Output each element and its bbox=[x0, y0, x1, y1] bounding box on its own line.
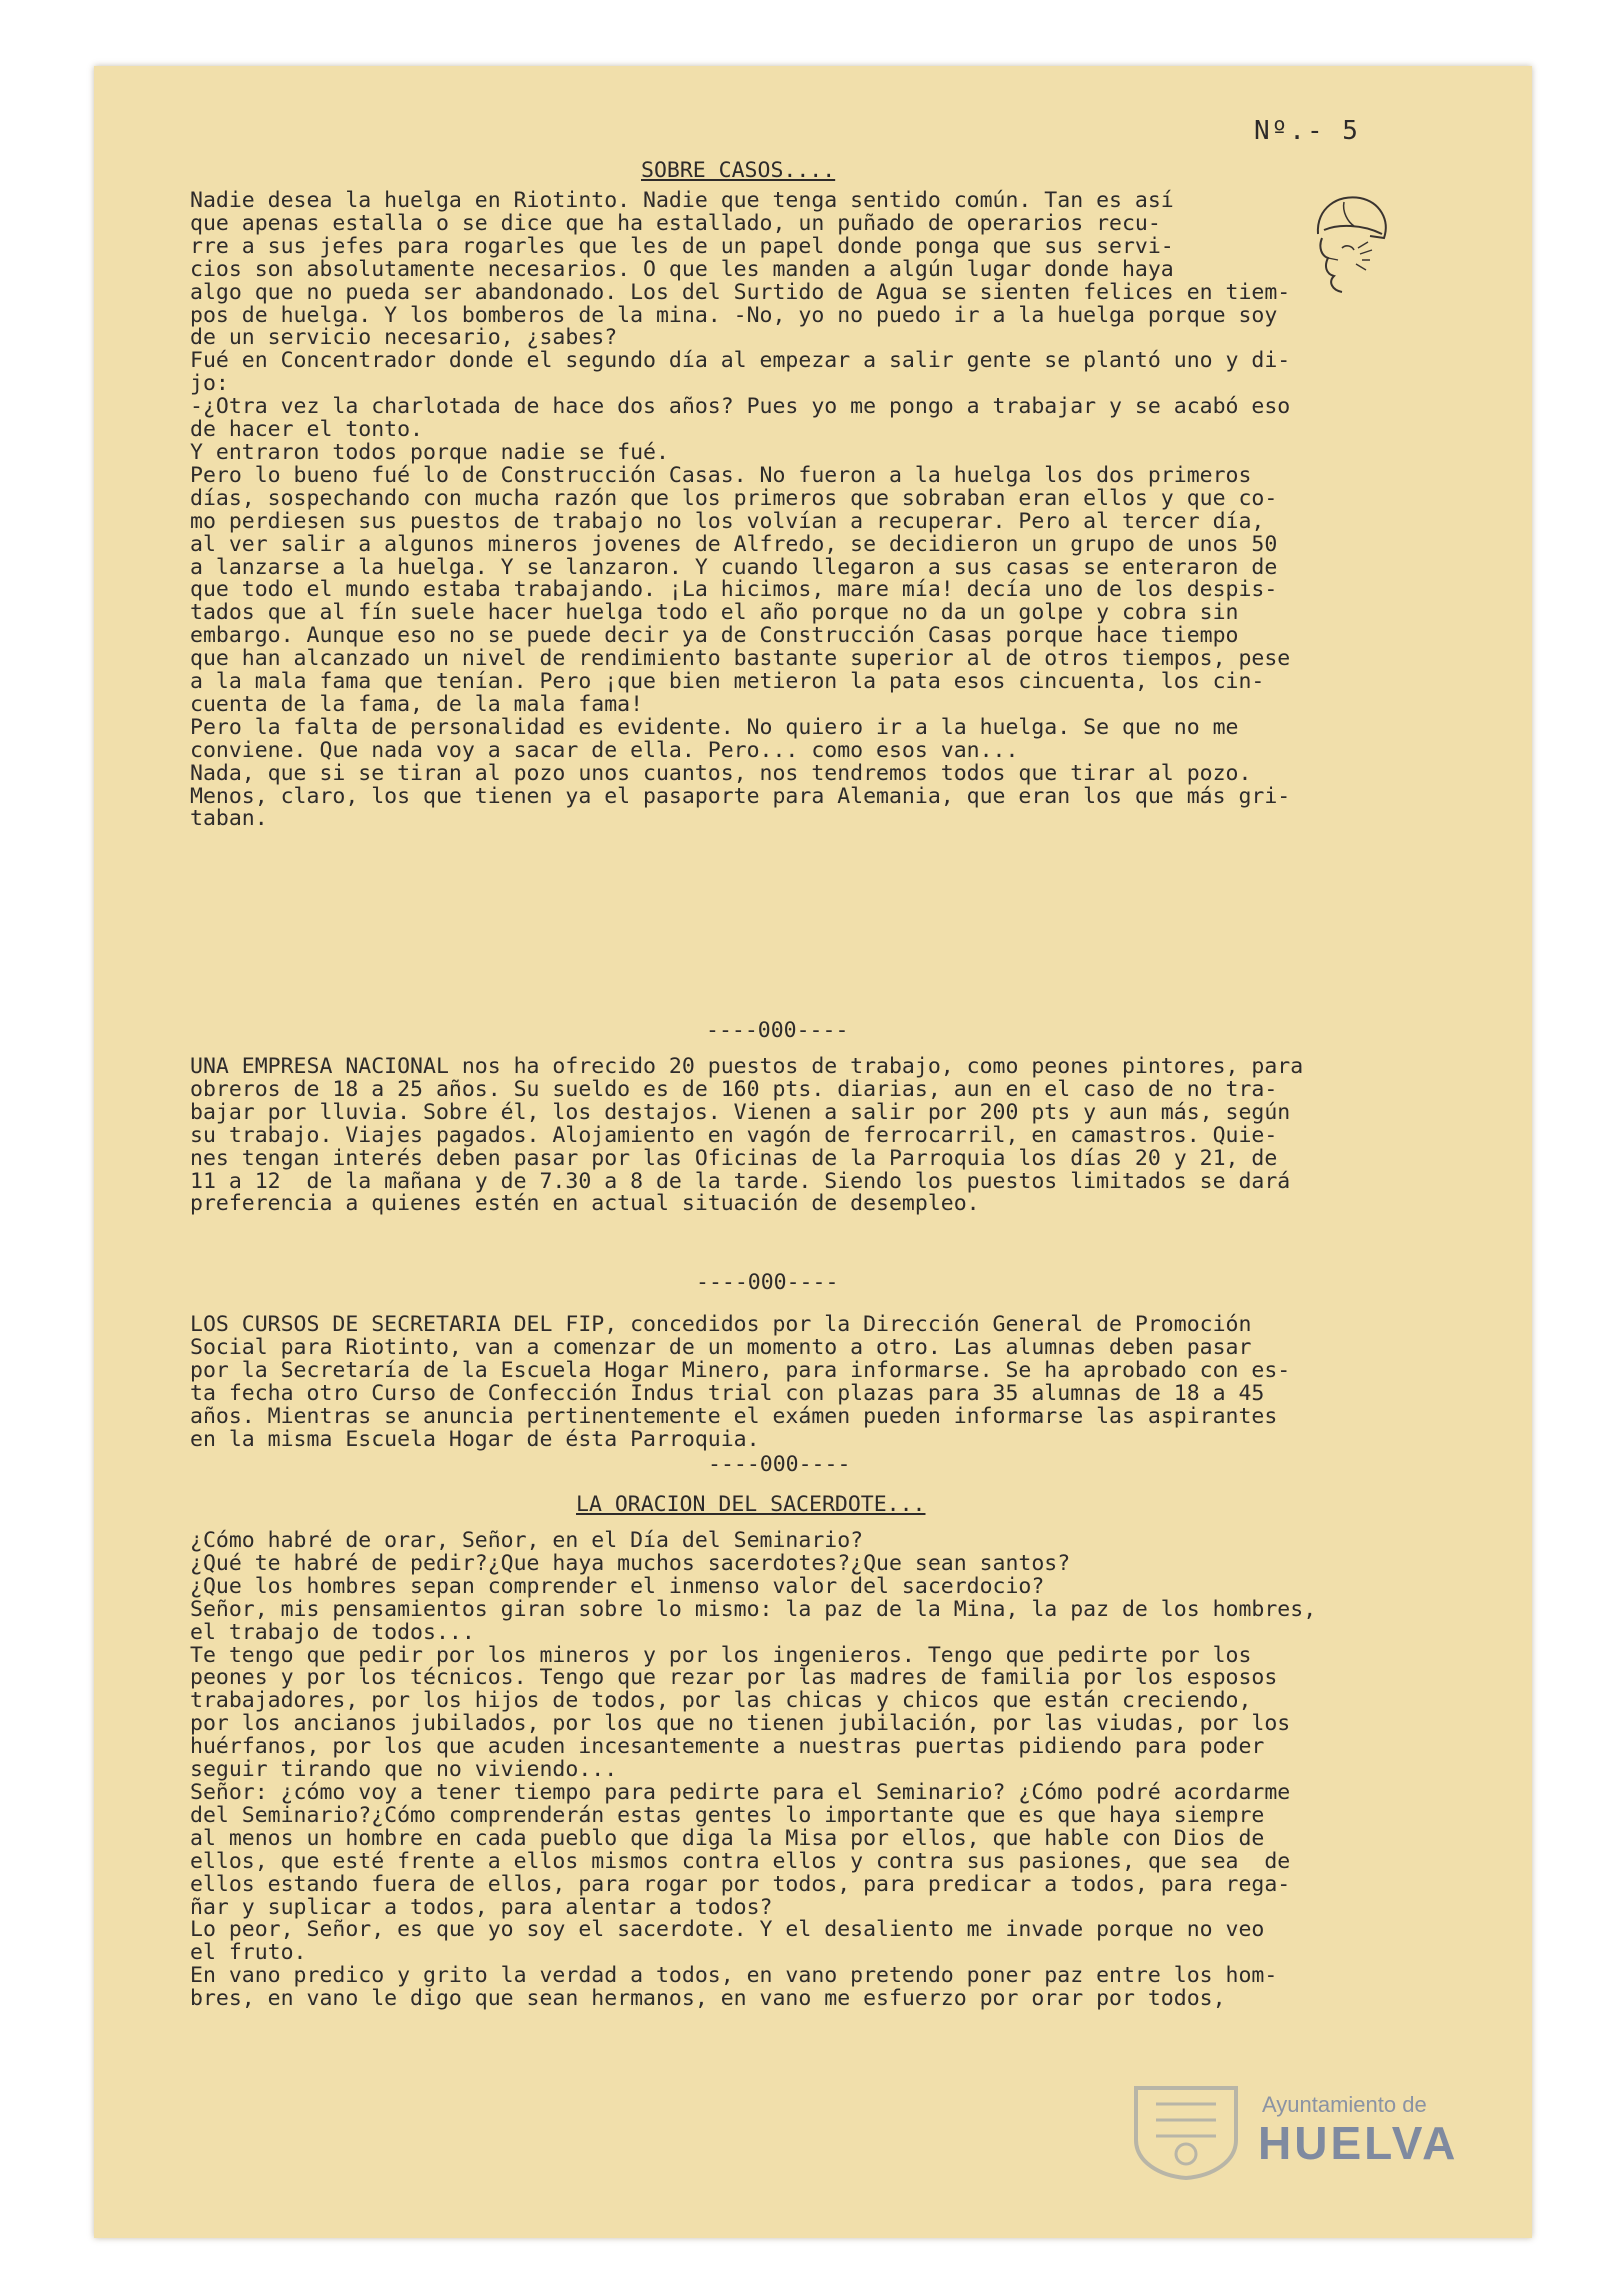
text-line: rre a sus jefes para rogarles que les de un papel donde ponga que sus servi- bbox=[190, 233, 1174, 259]
text-line: al menos un hombre en cada pueblo que diga la Misa por ellos, que hable con Dios de bbox=[190, 1825, 1265, 1851]
text-line: por la Secretaría de la Escuela Hogar Minero, para informarse. Se ha aprobado con es- bbox=[190, 1357, 1291, 1383]
text-line: Lo peor, Señor, es que yo soy el sacerdote. Y el desaliento me invade porque no veo bbox=[190, 1917, 1265, 1943]
text-line: tados que al fín suele hacer huelga todo el año porque no da un golpe y cobra sin bbox=[190, 600, 1239, 626]
text-line: al ver salir a algunos mineros jovenes de Alfredo, se decidieron un grupo de unos 50 bbox=[190, 531, 1278, 557]
text-line: de hacer el tonto. bbox=[190, 417, 423, 443]
text-line: bres, en vano le digo que sean hermanos, en vano me esfuerzo por orar por todos, bbox=[190, 1986, 1226, 2012]
text-line: ellos, que esté frente a ellos mismos contra ellos y contra sus pasiones, que sea de bbox=[190, 1848, 1291, 1874]
text-line: días, sospechando con mucha razón que los primeros que sobraban eran ellos y que co- bbox=[190, 485, 1278, 511]
text-line: trabajadores, por los hijos de todos, por las chicas y chicos que están creciendo, bbox=[190, 1688, 1252, 1714]
separator: ----000---- bbox=[706, 1018, 849, 1043]
text-line: que han alcanzado un nivel de rendimiento bastante superior al de otros tiempos, pese bbox=[190, 646, 1291, 672]
text-line: ¿Qué te habré de pedir?¿Que haya muchos sacerdotes?¿Que sean santos? bbox=[190, 1550, 1071, 1576]
text-line: peones y por los técnicos. Tengo que rezar por las madres de familia por los esposos bbox=[190, 1665, 1278, 1691]
text-line: del Seminario?¿Cómo comprenderán estas gentes lo importante que es que haya siempre bbox=[190, 1802, 1265, 1828]
text-line: ta fecha otro Curso de Confección Indus trial con plazas para 35 alumnas de 18 a 45 bbox=[190, 1380, 1265, 1406]
text-line: ellos estando fuera de ellos, para rogar por todos, para predicar a todos, para rega- bbox=[190, 1871, 1291, 1897]
text-line: Te tengo que pedir por los mineros y por los ingenieros. Tengo que pedirte por los bbox=[190, 1642, 1252, 1668]
watermark-caption: Ayuntamiento de bbox=[1262, 2092, 1427, 2117]
text-line: Y entraron todos porque nadie se fué. bbox=[190, 439, 669, 465]
section-title-sobre-casos: SOBRE CASOS.... bbox=[641, 158, 836, 183]
text-line: En vano predico y grito la verdad a todos, en vano pretendo poner paz entre los hom- bbox=[190, 1963, 1278, 1989]
text-line: nes tengan interés deben pasar por las Oficinas de la Parroquia los días 20 y 21, de bbox=[190, 1145, 1278, 1171]
text-line: preferencia a quienes estén en actual situación de desempleo. bbox=[190, 1191, 980, 1217]
text-line: LOS CURSOS DE SECRETARIA DEL FIP, concedidos por la Dirección General de Promoción bbox=[190, 1312, 1252, 1337]
separator: ----000---- bbox=[696, 1270, 839, 1295]
text-line: por los ancianos jubilados, por los que no tienen jubilación, por las viudas, por los bbox=[190, 1711, 1291, 1737]
text-line: su trabajo. Viajes pagados. Alojamiento en vagón de ferrocarril, en camastros. Quie- bbox=[190, 1122, 1278, 1148]
text-line: Pero la falta de personalidad es evidente. No quiero ir a la huelga. Se que no me bbox=[190, 714, 1239, 740]
text-line: ¿Que los hombres sepan comprender el inmenso valor del sacerdocio? bbox=[190, 1573, 1045, 1599]
section-cursos-fip-body bbox=[190, 1314, 1500, 1451]
text-line: ñar y suplicar a todos, para alentar a todos? bbox=[190, 1894, 773, 1920]
text-line: algo que no pueda ser abandonado. Los del Surtido de Agua se sienten felices en tiem- bbox=[190, 279, 1291, 305]
text-line: Nada, que si se tiran al pozo unos cuantos, nos tendremos todos que tirar al pozo. bbox=[190, 760, 1252, 786]
text-line: conviene. Que nada voy a sacar de ella. Pero... como esos van... bbox=[190, 737, 1019, 763]
text-line: mo perdiesen sus puestos de trabajo no los volvían a recuperar. Pero al tercer día, bbox=[190, 508, 1265, 534]
document-page bbox=[94, 66, 1532, 2238]
text-line: embargo. Aunque eso no se puede decir ya de Construcción Casas porque hace tiempo bbox=[190, 623, 1239, 649]
text-line: el trabajo de todos... bbox=[190, 1619, 475, 1645]
text-line: huérfanos, por los que acuden incesantemente a nuestras puertas pidiendo para poder bbox=[190, 1734, 1265, 1760]
text-line: que todo el mundo estaba trabajando. ¡La hicimos, mare mía! decía uno de los despis- bbox=[190, 577, 1278, 603]
separator: ----000---- bbox=[708, 1452, 851, 1477]
text-line: UNA EMPRESA NACIONAL nos ha ofrecido 20 puestos de trabajo, como peones pintores, para bbox=[190, 1054, 1304, 1079]
text-line: Menos, claro, los que tienen ya el pasaporte para Alemania, que eran los que más gri- bbox=[190, 783, 1291, 809]
text-line: de un servicio necesario, ¿sabes? bbox=[190, 325, 618, 351]
text-line: Señor: ¿cómo voy a tener tiempo para pedirte para el Seminario? ¿Cómo podré acordarme bbox=[190, 1779, 1291, 1805]
watermark-title: HUELVA bbox=[1258, 2117, 1459, 2169]
text-line: que apenas estalla o se dice que ha estallado, un puñado de operarios recu- bbox=[190, 210, 1161, 236]
text-line: 11 a 12 de la mañana y de 7.30 a 8 de la tarde. Siendo los puestos limitados se dará bbox=[190, 1168, 1291, 1194]
text-line: bajar por lluvia. Sobre él, los destajos. Vienen a salir por 200 pts y aun más, según bbox=[190, 1099, 1291, 1125]
text-line: Pero lo bueno fué lo de Construcción Casas. No fueron a la huelga los dos primeros bbox=[190, 462, 1252, 488]
text-line: taban. bbox=[190, 806, 268, 832]
text-line: Fué en Concentrador donde el segundo día al empezar a salir gente se plantó uno y di- bbox=[190, 348, 1291, 374]
text-line: -¿Otra vez la charlotada de hace dos años? Pues yo me pongo a trabajar y se acabó eso bbox=[190, 394, 1291, 420]
text-line: Social para Riotinto, van a comenzar de un momento a otro. Las alumnas deben pasar bbox=[190, 1334, 1252, 1360]
text-line: años. Mientras se anuncia pertinentemente el exámen pueden informarse las aspirantes bbox=[190, 1403, 1278, 1429]
text-line: el fruto. bbox=[190, 1940, 307, 1966]
text-line: en la misma Escuela Hogar de ésta Parroquia. bbox=[190, 1426, 760, 1452]
text-line: ¿Cómo habré de orar, Señor, en el Día del Seminario? bbox=[190, 1528, 864, 1553]
text-line: a lanzarse a la huelga. Y se lanzaron. Y cuando llegaron a sus casas se enteraron de bbox=[190, 554, 1278, 580]
text-line: Nadie desea la huelga en Riotinto. Nadie que tenga sentido común. Tan es así bbox=[190, 188, 1174, 213]
page-number: Nº.- 5 bbox=[1254, 116, 1360, 146]
section-oracion-sacerdote-body bbox=[190, 1530, 1500, 2011]
text-line: cios son absolutamente necesarios. O que les manden a algún lugar donde haya bbox=[190, 256, 1174, 282]
text-line: pos de huelga. Y los bomberos de la mina. -No, yo no puedo ir a la huelga porque soy bbox=[190, 302, 1278, 328]
text-line: cuenta de la fama, de la mala fama! bbox=[190, 691, 644, 717]
text-line: a la mala fama que tenían. Pero ¡que bien metieron la pata esos cincuenta, los cin- bbox=[190, 669, 1265, 695]
section-empresa-nacional-body bbox=[190, 1056, 1500, 1216]
section-title-oracion-sacerdote: LA ORACION DEL SACERDOTE... bbox=[576, 1492, 926, 1517]
text-line: jo: bbox=[190, 371, 229, 397]
text-line: Señor, mis pensamientos giran sobre lo mismo: la paz de la Mina, la paz de los hombres, bbox=[190, 1596, 1317, 1622]
text-line: seguir tirando que no viviendo... bbox=[190, 1757, 618, 1783]
section-sobre-casos-body bbox=[190, 190, 1500, 831]
text-line: obreros de 18 a 25 años. Su sueldo es de 160 pts. diarias, aun en el caso de no tra- bbox=[190, 1076, 1278, 1102]
